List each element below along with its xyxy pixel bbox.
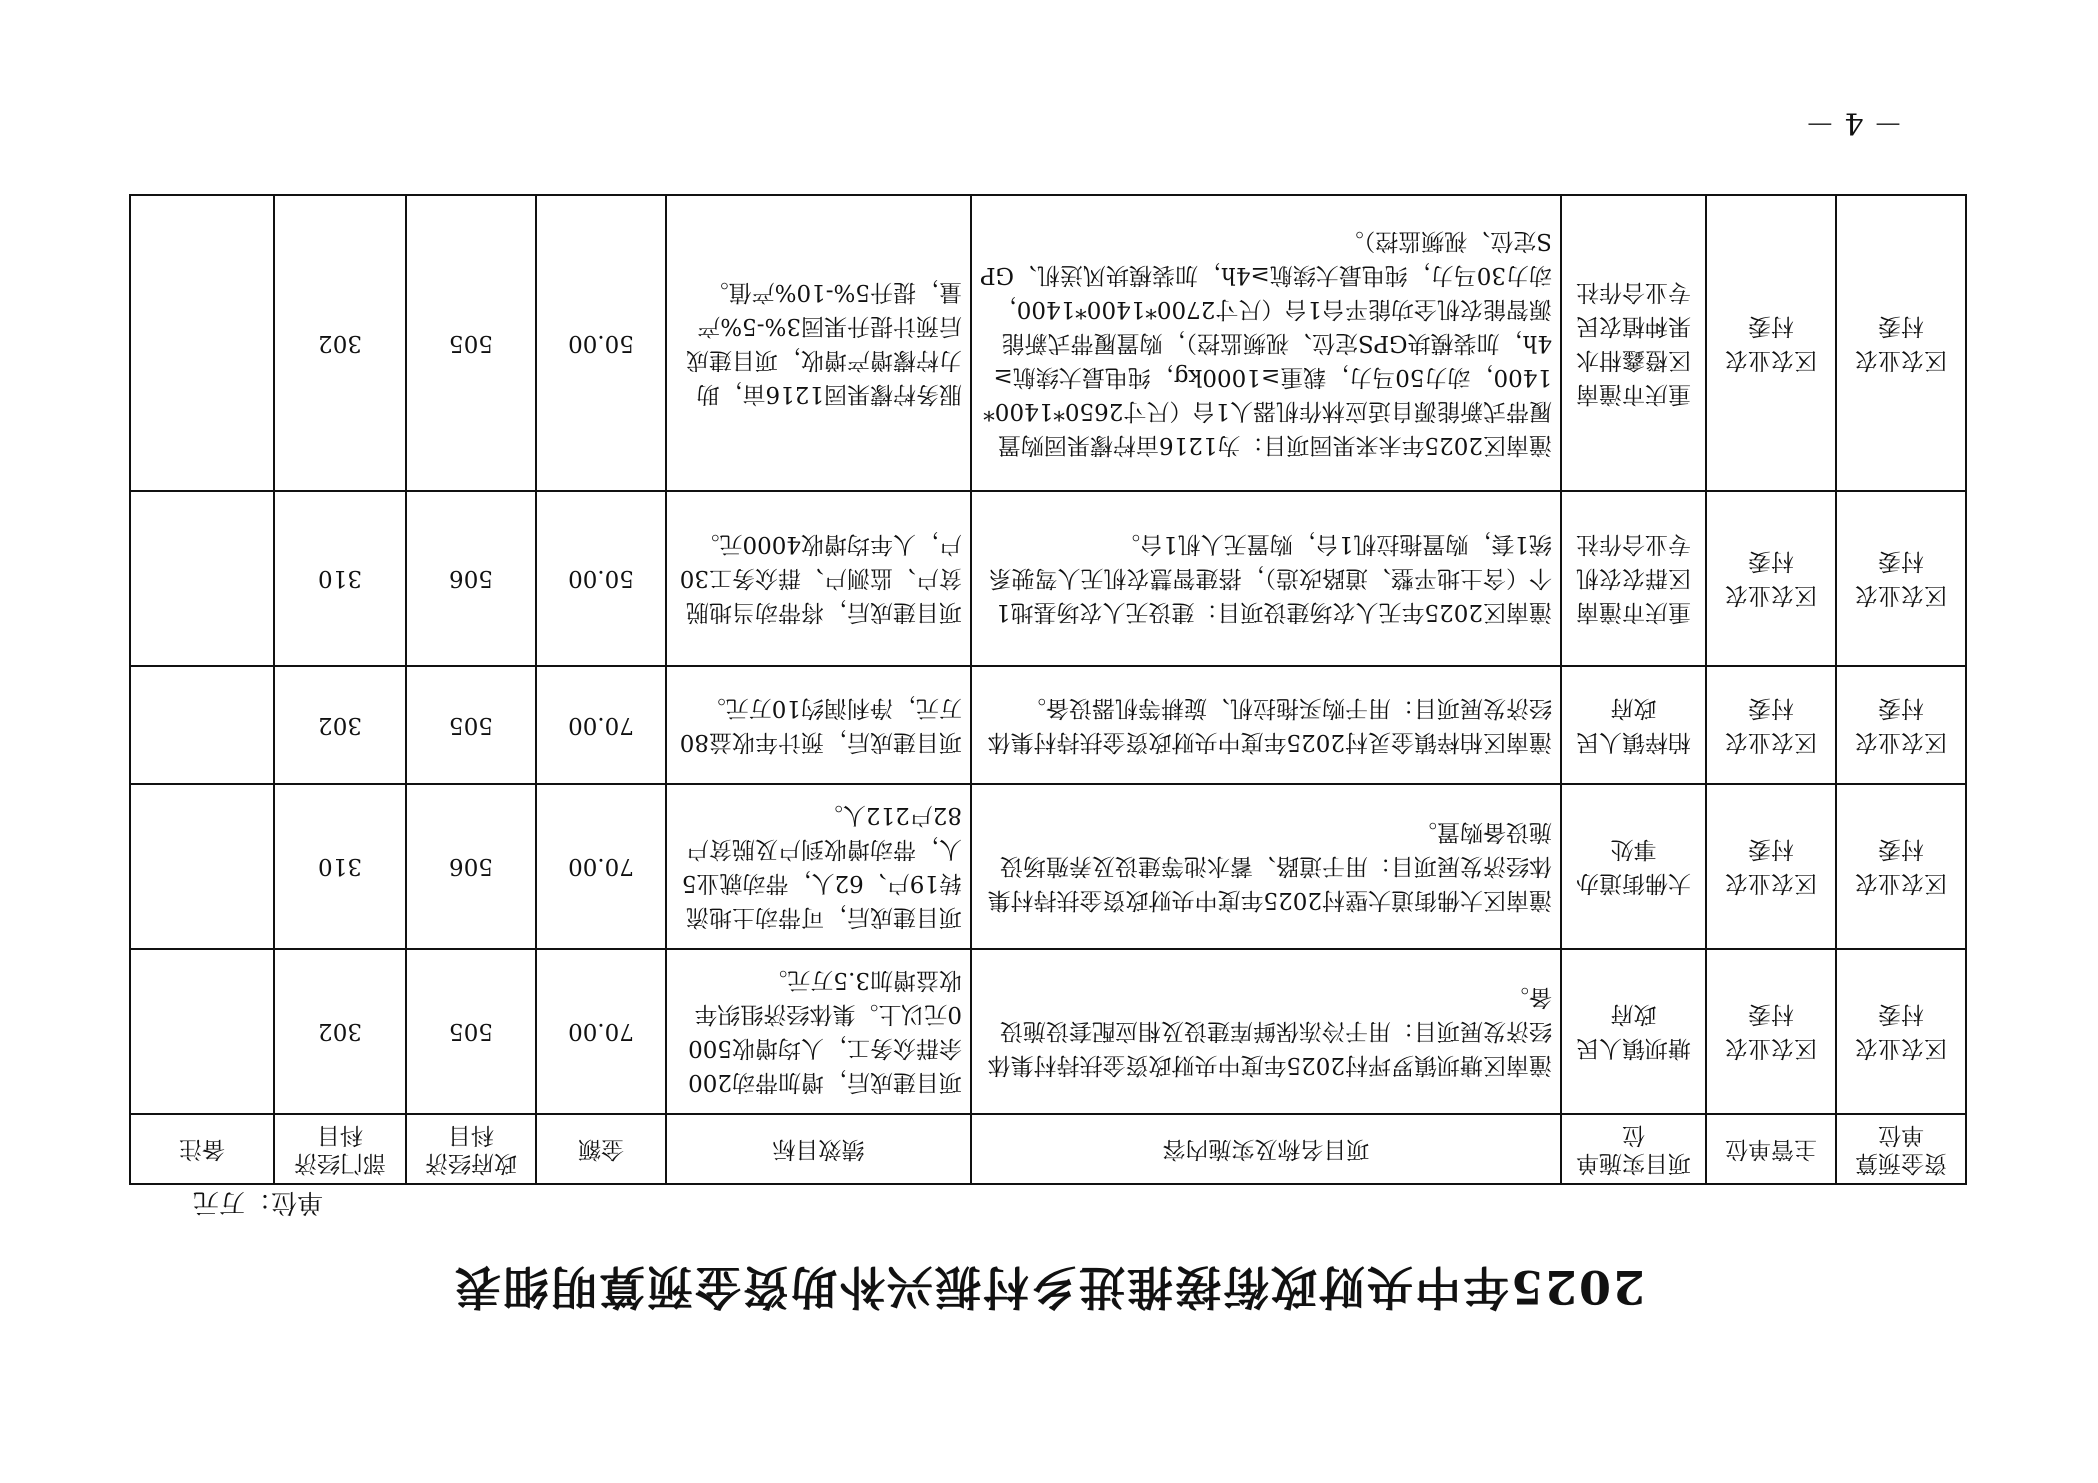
cell-project-content: 潼南区大佛街道大壁村2025年度中央财政资金扶持村集体经济发展项目：用于道路、蓄水池等建设及养殖场设施设备购置。 bbox=[971, 784, 1561, 949]
cell-supervising-unit: 区农业农村委 bbox=[1706, 195, 1836, 491]
header-supervising-unit: 主管单位 bbox=[1706, 1114, 1836, 1184]
cell-project-content: 潼南区2025年未来果园项目：为1216亩柠檬果园购置履带式新能源自适应林作机器人1台（尺寸2650*1400*1400，动力50马力，载重≥1000kg，纯电最大续航≥4h，加装模块GPS定位、视频监控），购置履带式新能源智能农机全功能平台1台（尺寸2700*1400*1400，动力30马力，纯电最大续航≥4h，加装模块风送机、GPS定位、视频监控）。 bbox=[971, 195, 1561, 491]
cell-dept-economic-subject: 310 bbox=[274, 784, 406, 949]
header-funding-unit: 资金预算单位 bbox=[1836, 1114, 1966, 1184]
cell-supervising-unit: 区农业农村委 bbox=[1706, 491, 1836, 666]
cell-performance-target: 项目建成后，增加带动200余群众务工，人均增收5000元以上。集体经济组织年收益增加3.5万元。 bbox=[666, 949, 971, 1114]
cell-remarks bbox=[130, 949, 274, 1114]
header-amount: 金额 bbox=[536, 1114, 666, 1184]
table-row bbox=[130, 195, 1966, 491]
cell-remarks bbox=[130, 195, 274, 491]
budget-detail-table bbox=[129, 194, 1967, 1185]
cell-project-content: 潼南区塘坝镇罗坪村2025年度中央财政资金扶持村集体经济发展项目：用于冷冻保鲜库建设及相应配套设施设备。 bbox=[971, 949, 1561, 1114]
cell-supervising-unit: 区农业农村委 bbox=[1706, 666, 1836, 784]
cell-performance-target: 项目建成后，预计年收益80万元，净利润约10万元。 bbox=[666, 666, 971, 784]
cell-gov-economic-subject: 505 bbox=[406, 949, 536, 1114]
cell-amount: 50.00 bbox=[536, 195, 666, 491]
cell-dept-economic-subject: 302 bbox=[274, 666, 406, 784]
cell-dept-economic-subject: 302 bbox=[274, 195, 406, 491]
cell-gov-economic-subject: 506 bbox=[406, 491, 536, 666]
cell-remarks bbox=[130, 666, 274, 784]
unit-label: 单位：万元 bbox=[192, 1187, 323, 1217]
header-gov-economic-subject: 政府经济科目 bbox=[406, 1114, 536, 1184]
cell-implementing-unit: 塘坝镇人民政府 bbox=[1561, 949, 1706, 1114]
cell-project-content: 潼南区2025年无人农场建设项目：建设无人农场基地1个（含土地平整、道路改造），搭建智慧农机无人驾驶系统1套，购置拖拉机1台，购置无人机1台。 bbox=[971, 491, 1561, 666]
cell-funding-unit: 区农业农村委 bbox=[1836, 491, 1966, 666]
cell-remarks bbox=[130, 491, 274, 666]
cell-funding-unit: 区农业农村委 bbox=[1836, 784, 1966, 949]
cell-gov-economic-subject: 505 bbox=[406, 666, 536, 784]
cell-remarks bbox=[130, 784, 274, 949]
cell-gov-economic-subject: 506 bbox=[406, 784, 536, 949]
cell-funding-unit: 区农业农村委 bbox=[1836, 949, 1966, 1114]
cell-performance-target: 服务柠檬果园1216亩，助力柠檬增产增收，项目建成后预计提升果园3%-5%产量，提升5%-10%产值。 bbox=[666, 195, 971, 491]
header-dept-economic-subject: 部门经济科目 bbox=[274, 1114, 406, 1184]
cell-amount: 70.00 bbox=[536, 949, 666, 1114]
table-row bbox=[130, 666, 1966, 784]
table-row bbox=[130, 784, 1966, 949]
cell-funding-unit: 区农业农村委 bbox=[1836, 666, 1966, 784]
cell-performance-target: 项目建成后，将带动当地脱贫户、监测户、群众务工30户，人年均增收4000元。 bbox=[666, 491, 971, 666]
header-implementing-unit: 项目实施单位 bbox=[1561, 1114, 1706, 1184]
cell-dept-economic-subject: 302 bbox=[274, 949, 406, 1114]
header-remarks: 备注 bbox=[130, 1114, 274, 1184]
document-title: 2025年中央财政衔接推进乡村振兴补助资金预算明细表 bbox=[452, 1260, 1646, 1314]
page-number: － 4 － bbox=[1804, 105, 1903, 140]
cell-gov-economic-subject: 505 bbox=[406, 195, 536, 491]
cell-performance-target: 项目建成后，可带动土地流转19户、62人，带动就业5人，带动增收到户及脱贫户82户212人。 bbox=[666, 784, 971, 949]
cell-project-content: 潼南区柏梓镇金灵村2025年度中央财政资金扶持村集体经济发展项目：用于购买拖拉机、旋耕等机器设备。 bbox=[971, 666, 1561, 784]
cell-amount: 50.00 bbox=[536, 491, 666, 666]
cell-implementing-unit: 大佛街道办事处 bbox=[1561, 784, 1706, 949]
cell-funding-unit: 区农业农村委 bbox=[1836, 195, 1966, 491]
cell-implementing-unit: 重庆市潼南区群农农机专业合作社 bbox=[1561, 491, 1706, 666]
header-performance-target: 绩效目标 bbox=[666, 1114, 971, 1184]
cell-supervising-unit: 区农业农村委 bbox=[1706, 949, 1836, 1114]
cell-dept-economic-subject: 310 bbox=[274, 491, 406, 666]
cell-supervising-unit: 区农业农村委 bbox=[1706, 784, 1836, 949]
cell-implementing-unit: 柏梓镇人民政府 bbox=[1561, 666, 1706, 784]
header-project-content: 项目名称及实施内容 bbox=[971, 1114, 1561, 1184]
cell-implementing-unit: 重庆市潼南区橙鑫柑水果种植农民专业合作社 bbox=[1561, 195, 1706, 491]
table-row bbox=[130, 949, 1966, 1114]
table-header-row bbox=[130, 1114, 1966, 1184]
cell-amount: 70.00 bbox=[536, 784, 666, 949]
table-row bbox=[130, 491, 1966, 666]
cell-amount: 70.00 bbox=[536, 666, 666, 784]
